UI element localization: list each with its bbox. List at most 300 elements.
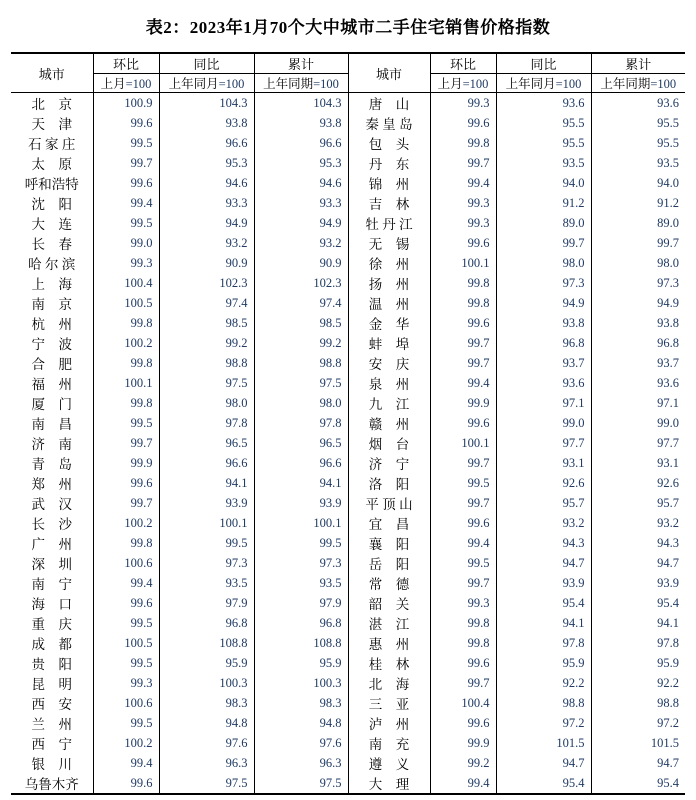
cum-value-cell: 97.5 (254, 373, 348, 393)
yoy-value-cell: 94.3 (496, 533, 591, 553)
cum-value-cell: 93.8 (657, 315, 679, 330)
city-name-cell: 南 宁 (11, 573, 93, 593)
city-name-cell: 西 宁 (11, 733, 93, 753)
city-name-cell: 呼和浩特 (11, 173, 93, 193)
yoy-value-cell: 98.0 (496, 253, 591, 273)
cum-value-cell: 91.2 (657, 195, 679, 210)
yoy-value-cell: 96.5 (159, 433, 254, 453)
cum-value-cell: 99.7 (657, 235, 679, 250)
yoy-value-cell: 92.2 (496, 673, 591, 693)
table-row (11, 693, 685, 713)
table-row (11, 493, 685, 513)
city-name-cell: 三 亚 (348, 693, 430, 713)
city-name-cell: 烟 台 (348, 433, 430, 453)
mom-value-cell: 99.3 (93, 673, 159, 693)
yoy-value-cell: 94.8 (159, 713, 254, 733)
table-row (11, 233, 685, 253)
city-name-cell: 大 理 (348, 773, 430, 794)
mom-value-cell: 100.4 (93, 273, 159, 293)
city-name-cell: 银 川 (11, 753, 93, 773)
yoy-value-cell: 94.7 (496, 753, 591, 773)
cum-value-cell: 97.3 (254, 553, 348, 573)
yoy-value-cell: 89.0 (496, 213, 591, 233)
yoy-value-cell: 97.5 (159, 373, 254, 393)
cum-value-cell: 94.1 (254, 473, 348, 493)
city-name-cell: 唐 山 (348, 93, 430, 114)
city-name-cell: 太 原 (11, 153, 93, 173)
mom-value-cell: 99.5 (93, 213, 159, 233)
yoy-value-cell: 93.7 (496, 353, 591, 373)
city-name-cell: 青 岛 (11, 453, 93, 473)
city-name-cell: 上 海 (11, 273, 93, 293)
mom-value-cell: 99.4 (430, 533, 496, 553)
cum-value-cell: 97.6 (254, 733, 348, 753)
mom-value-cell: 99.7 (93, 153, 159, 173)
yoy-value-cell: 93.6 (496, 93, 591, 114)
mom-value-cell: 99.5 (430, 473, 496, 493)
city-name-cell: 哈 尔 滨 (11, 253, 93, 273)
city-name-cell: 桂 林 (348, 653, 430, 673)
mom-value-cell: 99.6 (430, 413, 496, 433)
mom-value-cell: 99.7 (93, 493, 159, 513)
cum-value-cell: 104.3 (254, 93, 348, 114)
yoy-value-cell: 94.1 (159, 473, 254, 493)
mom-value-cell: 99.7 (430, 673, 496, 693)
mom-value-cell: 99.8 (93, 313, 159, 333)
city-name-cell: 洛 阳 (348, 473, 430, 493)
cum-value-cell: 96.8 (657, 335, 679, 350)
city-name-cell: 长 沙 (11, 513, 93, 533)
mom-value-cell: 99.8 (93, 533, 159, 553)
city-name-cell: 惠 州 (348, 633, 430, 653)
mom-value-cell: 99.6 (93, 473, 159, 493)
cum-value-cell: 93.3 (254, 193, 348, 213)
yoy-value-cell: 95.9 (496, 653, 591, 673)
cum-value-cell: 95.5 (657, 135, 679, 150)
mom-value-cell: 99.8 (430, 293, 496, 313)
mom-value-cell: 100.6 (93, 553, 159, 573)
city-name-cell: 无 锡 (348, 233, 430, 253)
cum-value-cell: 94.7 (657, 755, 679, 770)
table-row (11, 753, 685, 773)
city-name-cell: 湛 江 (348, 613, 430, 633)
mom-value-cell: 100.6 (93, 693, 159, 713)
cum-value-cell: 90.9 (254, 253, 348, 273)
cum-value-cell: 95.5 (657, 115, 679, 130)
mom-value-cell: 99.7 (430, 333, 496, 353)
base-mom-right (430, 74, 496, 93)
cum-value-cell: 98.0 (254, 393, 348, 413)
cum-value-cell: 95.9 (254, 653, 348, 673)
col-header-cum-left: 累计 (254, 53, 348, 74)
base-value: =100 (462, 77, 489, 91)
table-row (11, 713, 685, 733)
base-cum-right (591, 74, 685, 93)
city-name-cell: 福 州 (11, 373, 93, 393)
mom-value-cell: 99.8 (430, 273, 496, 293)
table-row (11, 253, 685, 273)
table-row (11, 673, 685, 693)
yoy-value-cell: 97.2 (496, 713, 591, 733)
mom-value-cell: 99.7 (430, 353, 496, 373)
base-mom-left (93, 74, 159, 93)
city-name-cell: 成 都 (11, 633, 93, 653)
yoy-value-cell: 104.3 (159, 93, 254, 114)
col-header-yoy-left: 同比 (159, 53, 254, 74)
city-name-cell: 锦 州 (348, 173, 430, 193)
mom-value-cell: 99.6 (430, 513, 496, 533)
yoy-value-cell: 91.2 (496, 193, 591, 213)
cum-value-cell: 97.9 (254, 593, 348, 613)
city-name-cell: 温 州 (348, 293, 430, 313)
cum-value-cell: 93.5 (657, 155, 679, 170)
col-header-mom-left: 环比 (93, 53, 159, 74)
yoy-value-cell: 101.5 (496, 733, 591, 753)
city-name-cell: 北 京 (11, 93, 93, 114)
cum-value-cell: 97.5 (254, 773, 348, 794)
cum-value-cell: 99.0 (657, 415, 679, 430)
cum-value-cell: 98.5 (254, 313, 348, 333)
mom-value-cell: 99.6 (93, 773, 159, 794)
cum-value-cell: 93.9 (657, 575, 679, 590)
table-row (11, 113, 685, 133)
cum-value-cell: 93.2 (657, 515, 679, 530)
mom-value-cell: 99.4 (93, 193, 159, 213)
cum-value-cell: 94.7 (657, 555, 679, 570)
table-row (11, 613, 685, 633)
yoy-value-cell: 97.4 (159, 293, 254, 313)
mom-value-cell: 99.7 (430, 573, 496, 593)
yoy-value-cell: 93.8 (159, 113, 254, 133)
city-name-cell: 兰 州 (11, 713, 93, 733)
mom-value-cell: 100.2 (93, 513, 159, 533)
yoy-value-cell: 96.6 (159, 453, 254, 473)
city-name-cell: 赣 州 (348, 413, 430, 433)
mom-value-cell: 99.4 (430, 373, 496, 393)
table-row (11, 633, 685, 653)
base-label: 上年同期 (600, 77, 651, 91)
yoy-value-cell: 100.1 (159, 513, 254, 533)
cum-value-cell: 99.2 (254, 333, 348, 353)
cum-value-cell: 96.6 (254, 453, 348, 473)
cum-value-cell: 96.3 (254, 753, 348, 773)
table-body (11, 93, 685, 795)
city-name-cell: 南 京 (11, 293, 93, 313)
base-label: 上年同月 (505, 77, 556, 91)
mom-value-cell: 99.3 (430, 593, 496, 613)
table-title: 表2：2023年1月70个大中城市二手住宅销售价格指数 (145, 18, 551, 37)
city-name-cell: 沈 阳 (11, 193, 93, 213)
city-name-cell: 九 江 (348, 393, 430, 413)
cum-value-cell: 94.9 (657, 295, 679, 310)
city-name-cell: 天 津 (11, 113, 93, 133)
city-name-cell: 牡 丹 江 (348, 213, 430, 233)
yoy-value-cell: 100.3 (159, 673, 254, 693)
table-row (11, 393, 685, 413)
city-name-cell: 长 春 (11, 233, 93, 253)
yoy-value-cell: 95.9 (159, 653, 254, 673)
cum-value-cell: 98.8 (254, 353, 348, 373)
cum-value-cell: 100.3 (254, 673, 348, 693)
yoy-value-cell: 95.5 (496, 133, 591, 153)
yoy-value-cell: 93.9 (496, 573, 591, 593)
cum-value-cell: 93.5 (254, 573, 348, 593)
city-name-cell: 包 头 (348, 133, 430, 153)
cum-value-cell: 95.4 (657, 775, 679, 790)
city-name-cell: 海 口 (11, 593, 93, 613)
cum-value-cell: 94.3 (657, 535, 679, 550)
table-row (11, 533, 685, 553)
yoy-value-cell: 94.6 (159, 173, 254, 193)
mom-value-cell: 99.8 (93, 353, 159, 373)
city-name-cell: 深 圳 (11, 553, 93, 573)
table-row (11, 273, 685, 293)
mom-value-cell: 99.5 (93, 413, 159, 433)
cum-value-cell: 94.1 (657, 615, 679, 630)
yoy-value-cell: 95.5 (496, 113, 591, 133)
page (0, 13, 696, 795)
table-row (11, 153, 685, 173)
yoy-value-cell: 99.5 (159, 533, 254, 553)
cum-value-cell: 93.6 (657, 95, 679, 110)
header-row-top (11, 53, 685, 74)
yoy-value-cell: 93.5 (159, 573, 254, 593)
city-name-cell: 济 南 (11, 433, 93, 453)
table-row (11, 413, 685, 433)
city-name-cell: 泸 州 (348, 713, 430, 733)
yoy-value-cell: 96.3 (159, 753, 254, 773)
city-name-cell: 北 海 (348, 673, 430, 693)
yoy-value-cell: 99.7 (496, 233, 591, 253)
cum-value-cell: 94.9 (254, 213, 348, 233)
yoy-value-cell: 93.9 (159, 493, 254, 513)
base-label: 上年同期 (263, 77, 314, 91)
city-name-cell: 广 州 (11, 533, 93, 553)
city-name-cell: 蚌 埠 (348, 333, 430, 353)
price-index-table (11, 52, 685, 795)
base-label: 上年同月 (168, 77, 219, 91)
yoy-value-cell: 93.3 (159, 193, 254, 213)
table-row (11, 333, 685, 353)
yoy-value-cell: 95.4 (496, 593, 591, 613)
mom-value-cell: 99.8 (430, 133, 496, 153)
yoy-value-cell: 98.3 (159, 693, 254, 713)
cum-value-cell: 94.0 (657, 175, 679, 190)
mom-value-cell: 99.9 (430, 733, 496, 753)
mom-value-cell: 100.1 (93, 373, 159, 393)
table-row (11, 773, 685, 794)
city-name-cell: 扬 州 (348, 273, 430, 293)
table-row (11, 133, 685, 153)
mom-value-cell: 99.6 (93, 593, 159, 613)
city-name-cell: 秦 皇 岛 (348, 113, 430, 133)
table-row (11, 93, 685, 114)
yoy-value-cell: 97.3 (159, 553, 254, 573)
cum-value-cell: 97.8 (657, 635, 679, 650)
table-row (11, 653, 685, 673)
city-name-cell: 昆 明 (11, 673, 93, 693)
base-value: =100 (125, 77, 152, 91)
table-row (11, 173, 685, 193)
cum-value-cell: 92.6 (657, 475, 679, 490)
mom-value-cell: 99.3 (430, 193, 496, 213)
yoy-value-cell: 94.9 (159, 213, 254, 233)
yoy-value-cell: 97.3 (496, 273, 591, 293)
mom-value-cell: 100.4 (430, 693, 496, 713)
table-header (11, 53, 685, 93)
cum-value-cell: 102.3 (254, 273, 348, 293)
mom-value-cell: 99.7 (430, 493, 496, 513)
base-yoy-left (159, 74, 254, 93)
yoy-value-cell: 98.0 (159, 393, 254, 413)
table-row (11, 473, 685, 493)
yoy-value-cell: 98.8 (159, 353, 254, 373)
table-row (11, 593, 685, 613)
mom-value-cell: 99.3 (430, 213, 496, 233)
city-name-cell: 宁 波 (11, 333, 93, 353)
mom-value-cell: 99.2 (430, 753, 496, 773)
table-row (11, 353, 685, 373)
mom-value-cell: 100.1 (430, 253, 496, 273)
table-row (11, 293, 685, 313)
yoy-value-cell: 94.0 (496, 173, 591, 193)
yoy-value-cell: 97.8 (496, 633, 591, 653)
city-name-cell: 丹 东 (348, 153, 430, 173)
base-yoy-right (496, 74, 591, 93)
cum-value-cell: 98.0 (657, 255, 679, 270)
cum-value-cell: 93.7 (657, 355, 679, 370)
cum-value-cell: 99.5 (254, 533, 348, 553)
city-name-cell: 吉 林 (348, 193, 430, 213)
yoy-value-cell: 97.9 (159, 593, 254, 613)
city-name-cell: 济 宁 (348, 453, 430, 473)
mom-value-cell: 100.2 (93, 733, 159, 753)
yoy-value-cell: 92.6 (496, 473, 591, 493)
yoy-value-cell: 98.5 (159, 313, 254, 333)
city-name-cell: 平 顶 山 (348, 493, 430, 513)
cum-value-cell: 108.8 (254, 633, 348, 653)
city-name-cell: 大 连 (11, 213, 93, 233)
mom-value-cell: 100.5 (93, 633, 159, 653)
yoy-value-cell: 99.0 (496, 413, 591, 433)
mom-value-cell: 99.3 (93, 253, 159, 273)
mom-value-cell: 99.4 (430, 173, 496, 193)
mom-value-cell: 99.6 (93, 113, 159, 133)
mom-value-cell: 99.5 (430, 553, 496, 573)
cum-value-cell: 97.1 (657, 395, 679, 410)
mom-value-cell: 99.0 (93, 233, 159, 253)
yoy-value-cell: 95.7 (496, 493, 591, 513)
city-name-cell: 遵 义 (348, 753, 430, 773)
yoy-value-cell: 96.8 (159, 613, 254, 633)
table-row (11, 433, 685, 453)
cum-value-cell: 93.2 (254, 233, 348, 253)
mom-value-cell: 99.4 (93, 753, 159, 773)
base-cum-left (254, 74, 348, 93)
city-name-cell: 厦 门 (11, 393, 93, 413)
cum-value-cell: 97.2 (657, 715, 679, 730)
cum-value-cell: 89.0 (657, 215, 679, 230)
mom-value-cell: 99.5 (93, 653, 159, 673)
city-name-cell: 武 汉 (11, 493, 93, 513)
mom-value-cell: 100.9 (93, 93, 159, 114)
yoy-value-cell: 93.8 (496, 313, 591, 333)
city-name-cell: 徐 州 (348, 253, 430, 273)
cum-value-cell: 94.8 (254, 713, 348, 733)
city-name-cell: 合 肥 (11, 353, 93, 373)
yoy-value-cell: 96.8 (496, 333, 591, 353)
yoy-value-cell: 97.7 (496, 433, 591, 453)
mom-value-cell: 99.6 (430, 713, 496, 733)
yoy-value-cell: 96.6 (159, 133, 254, 153)
col-header-cum-right: 累计 (591, 53, 685, 74)
yoy-value-cell: 97.6 (159, 733, 254, 753)
city-name-cell: 郑 州 (11, 473, 93, 493)
mom-value-cell: 100.5 (93, 293, 159, 313)
col-header-mom-right: 环比 (430, 53, 496, 74)
cum-value-cell: 97.8 (254, 413, 348, 433)
yoy-value-cell: 94.9 (496, 293, 591, 313)
col-header-yoy-right: 同比 (496, 53, 591, 74)
mom-value-cell: 99.5 (93, 713, 159, 733)
yoy-value-cell: 108.8 (159, 633, 254, 653)
mom-value-cell: 99.6 (430, 653, 496, 673)
cum-value-cell: 96.8 (254, 613, 348, 633)
mom-value-cell: 99.4 (430, 773, 496, 794)
city-name-cell: 常 德 (348, 573, 430, 593)
yoy-value-cell: 97.8 (159, 413, 254, 433)
base-value: =100 (218, 77, 245, 91)
mom-value-cell: 100.1 (430, 433, 496, 453)
city-name-cell: 宜 昌 (348, 513, 430, 533)
city-name-cell: 重 庆 (11, 613, 93, 633)
table-row (11, 313, 685, 333)
mom-value-cell: 99.3 (430, 93, 496, 114)
cum-value-cell: 93.1 (657, 455, 679, 470)
cum-value-cell: 95.3 (254, 153, 348, 173)
yoy-value-cell: 97.1 (496, 393, 591, 413)
cum-value-cell: 98.3 (254, 693, 348, 713)
base-label: 上月 (437, 77, 463, 91)
mom-value-cell: 99.6 (430, 313, 496, 333)
cum-value-cell: 92.2 (657, 675, 679, 690)
table-row (11, 573, 685, 593)
city-name-cell: 西 安 (11, 693, 93, 713)
cum-value-cell: 95.4 (657, 595, 679, 610)
yoy-value-cell: 93.2 (496, 513, 591, 533)
cum-value-cell: 93.8 (254, 113, 348, 133)
mom-value-cell: 99.6 (430, 113, 496, 133)
city-name-cell: 岳 阳 (348, 553, 430, 573)
yoy-value-cell: 90.9 (159, 253, 254, 273)
yoy-value-cell: 93.6 (496, 373, 591, 393)
mom-value-cell: 99.9 (430, 393, 496, 413)
table-row (11, 453, 685, 473)
table-row (11, 733, 685, 753)
cum-value-cell: 97.7 (657, 435, 679, 450)
cum-value-cell: 95.9 (657, 655, 679, 670)
cum-value-cell: 94.6 (254, 173, 348, 193)
table-row (11, 553, 685, 573)
cum-value-cell: 100.1 (254, 513, 348, 533)
cum-value-cell: 93.6 (657, 375, 679, 390)
city-name-cell: 南 昌 (11, 413, 93, 433)
city-name-cell: 襄 阳 (348, 533, 430, 553)
city-name-cell: 乌鲁木齐 (11, 773, 93, 794)
table-row (11, 213, 685, 233)
cum-value-cell: 96.5 (254, 433, 348, 453)
yoy-value-cell: 93.2 (159, 233, 254, 253)
